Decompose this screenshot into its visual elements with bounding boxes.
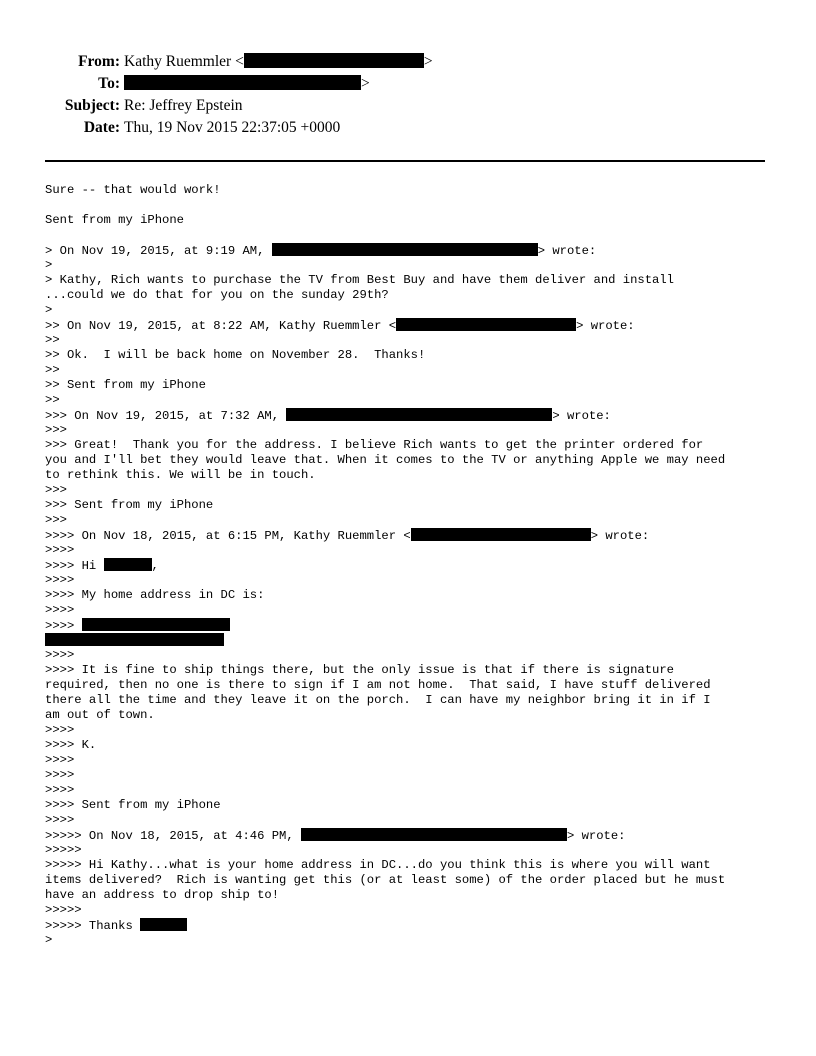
body-line: have an address to drop ship to! (45, 888, 280, 902)
redaction-block (301, 828, 567, 841)
email-body (45, 183, 785, 948)
body-line: >> (45, 393, 60, 407)
quote-attribution: > On Nov 19, 2015, at 9:19 AM, > wrote: (45, 244, 597, 258)
body-line: >>>> (45, 813, 75, 827)
redaction-block (82, 618, 230, 631)
body-line: >>> (45, 483, 67, 497)
body-line: ...could we do that for you on the sunday 29th? (45, 288, 389, 302)
redaction-block (244, 53, 424, 68)
to-value: > (124, 74, 370, 94)
date-value: Thu, 19 Nov 2015 22:37:05 +0000 (124, 119, 341, 136)
to-row (0, 74, 370, 94)
header-divider (45, 160, 765, 162)
body-line: there all the time and they leave it on the porch. I can have my neighbor bring it in if I (45, 693, 711, 707)
body-line: >>>> (45, 603, 75, 617)
from-row (0, 52, 433, 72)
redaction-block (396, 318, 576, 331)
date-label: Date: (83, 119, 120, 136)
body-line: >> (45, 363, 60, 377)
body-line: required, then no one is there to sign if I am not home. That said, I have stuff delivered (45, 678, 711, 692)
body-line: Sent from my iPhone (45, 213, 184, 227)
redaction-block (272, 243, 538, 256)
quote-attribution: >>>>> On Nov 18, 2015, at 4:46 PM, > wrote: (45, 829, 626, 843)
body-line: >>> (45, 513, 67, 527)
body-line: > Kathy, Rich wants to purchase the TV from Best Buy and have them deliver and install (45, 273, 674, 287)
quote-attribution: >>>> On Nov 18, 2015, at 6:15 PM, Kathy Ruemmler < > wrote: (45, 529, 650, 543)
body-line: >>>> K. (45, 738, 97, 752)
subject-value: Re: Jeffrey Epstein (124, 97, 243, 114)
subject-row (0, 96, 243, 116)
body-line: >>>> My home address in DC is: (45, 588, 265, 602)
body-line: >> Sent from my iPhone (45, 378, 206, 392)
subject-label: Subject: (64, 97, 120, 114)
body-line: >>> Sent from my iPhone (45, 498, 214, 512)
quote-attribution: >>> On Nov 19, 2015, at 7:32 AM, > wrote: (45, 409, 611, 423)
redaction-block (104, 558, 152, 571)
to-label: To: (98, 75, 120, 92)
body-line: >>>> (45, 768, 75, 782)
body-line (45, 228, 785, 243)
body-line: >>>> (45, 753, 75, 767)
body-line: >>>> (45, 573, 75, 587)
body-line: items delivered? Rich is wanting get this (or at least some) of the order placed but he must (45, 873, 726, 887)
redaction-block (411, 528, 591, 541)
body-line: > (45, 303, 53, 317)
body-line: >>>>> Hi Kathy...what is your home address in DC...do you think this is where you will want (45, 858, 711, 872)
redaction-block (45, 633, 224, 646)
body-line (45, 198, 785, 213)
body-line: >>> Great! Thank you for the address. I believe Rich wants to get the printer ordered for (45, 438, 704, 452)
quote-attribution: >> On Nov 19, 2015, at 8:22 AM, Kathy Ruemmler < > wrote: (45, 319, 635, 333)
body-line: Sure -- that would work! (45, 183, 221, 197)
body-line: you and I'll bet they would leave that. When it comes to the TV or anything Apple we may need (45, 453, 726, 467)
redaction-block (124, 75, 361, 90)
body-line: >> Ok. I will be back home on November 28. Thanks! (45, 348, 426, 362)
body-line: >>>> (45, 723, 75, 737)
body-line: > (45, 933, 53, 947)
body-line: >> (45, 333, 60, 347)
from-label: From: (78, 53, 120, 70)
body-line: to rethink this. We will be in touch. (45, 468, 316, 482)
body-line: >>>> It is fine to ship things there, but the only issue is that if there is signature (45, 663, 674, 677)
body-line: >>>> (45, 648, 75, 662)
body-line: am out of town. (45, 708, 155, 722)
redaction-block (286, 408, 552, 421)
date-row (0, 118, 340, 138)
body-line: > (45, 258, 53, 272)
body-line: >>>>> Thanks (45, 918, 785, 933)
body-line: >>>> Hi , (45, 559, 159, 573)
body-line: >>>> (45, 783, 75, 797)
body-line: >>> (45, 423, 67, 437)
body-line: >>>> Sent from my iPhone (45, 798, 221, 812)
body-line (45, 633, 785, 648)
body-line: >>>>> (45, 843, 82, 857)
from-name: Kathy Ruemmler (124, 53, 232, 70)
body-line: >>>> (45, 543, 75, 557)
from-value: Kathy Ruemmler < > (124, 53, 433, 70)
body-line: >>>> (45, 618, 785, 633)
redaction-block (140, 918, 187, 931)
body-line: >>>>> (45, 903, 82, 917)
